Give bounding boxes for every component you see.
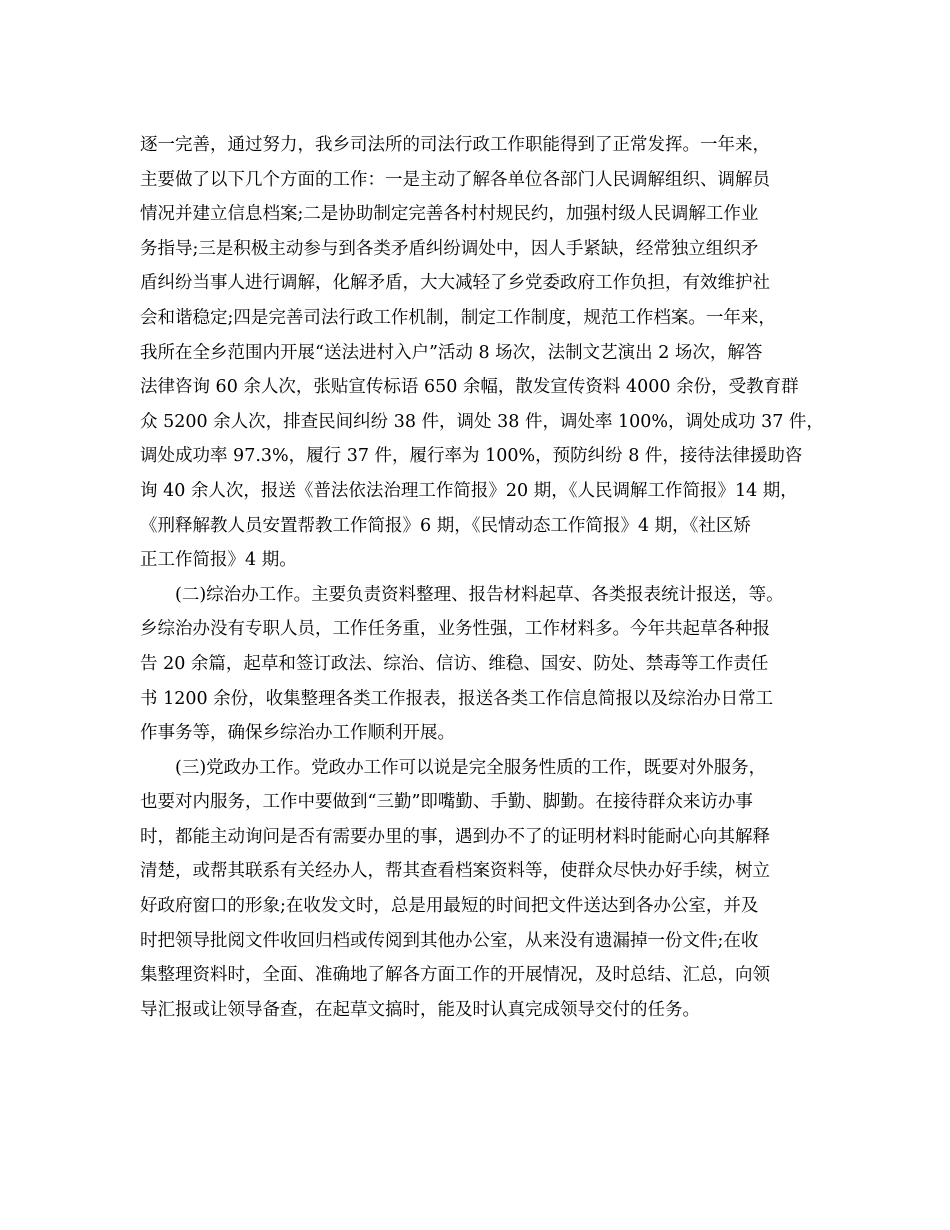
text-line: 乡综治办没有专职人员，工作任务重，业务性强，工作材料多。今年共起草各种报 <box>140 619 770 640</box>
paragraph-first-line: (二)综治办工作。主要负责资料整理、报告材料起草、各类报表统计报送，等。 <box>175 584 784 605</box>
text-line: 集整理资料时，全面、准确地了解各方面工作的开展情况，及时总结、汇总，向领 <box>140 965 770 986</box>
text-line: 《刑释解教人员安置帮教工作简报》6 期，《民情动态工作简报》4 期，《社区矫 <box>140 515 751 536</box>
text-line: 询 40 余人次，报送《普法依法治理工作简报》20 期，《人民调解工作简报》14 期， <box>140 480 798 501</box>
text-line: 告 20 余篇，起草和签订政法、综治、信访、维稳、国安、防处、禁毒等工作责任 <box>140 653 769 674</box>
text-line: 我所在全乡范围内开展“送法进村入户”活动 8 场次，法制文艺演出 2 场次，解答 <box>140 342 763 363</box>
text-line: 调处成功率 97.3%，履行 37 件，履行率为 100%，预防纠纷 8 件，接待法律援助咨 <box>140 446 803 467</box>
text-line: 时，都能主动询问是否有需要办里的事，遇到办不了的证明材料时能耐心向其解释 <box>140 826 770 847</box>
text-line: 时把领导批阅文件收回归档或传阅到其他办公室，从来没有遗漏掉一份文件;在收 <box>140 930 759 951</box>
text-line: 清楚，或帮其联系有关经办人，帮其查看档案资料等，使群众尽快办好手续，树立 <box>140 861 770 882</box>
text-line: 主要做了以下几个方面的工作：一是主动了解各单位各部门人民调解组织、调解员 <box>140 169 770 190</box>
text-line: 作事务等，确保乡综治办工作顺利开展。 <box>140 723 455 744</box>
text-line: 逐一完善，通过努力，我乡司法所的司法行政工作职能得到了正常发挥。一年来， <box>140 135 770 155</box>
text-line: 导汇报或让领导备查，在起草文搞时，能及时认真完成领导交付的任务。 <box>140 999 700 1020</box>
text-line: 也要对内服务，工作中要做到“三勤”即嘴勤、手勤、脚勤。在接待群众来访办事 <box>140 792 753 813</box>
text-line: 务指导;三是积极主动参与到各类矛盾纠纷调处中，因人手紧缺，经常独立组织矛 <box>140 238 759 259</box>
text-line: 众 5200 余人次，排查民间纠纷 38 件，调处 38 件，调处率 100%，调处成功 37 件， <box>140 411 824 432</box>
text-line: 会和谐稳定;四是完善司法行政工作机制，制定工作制度，规范工作档案。一年来， <box>140 307 776 328</box>
text-line: 盾纠纷当事人进行调解，化解矛盾，大大减轻了乡党委政府工作负担，有效维护社 <box>140 273 770 294</box>
text-line: 法律咨询 60 余人次，张贴宣传标语 650 余幅，散发宣传资料 4000 余份，受教育群 <box>140 377 799 398</box>
paragraph-first-line: (三)党政办工作。党政办工作可以说是完全服务性质的工作，既要对外服务， <box>175 757 767 778</box>
text-line: 情况并建立信息档案;二是协助制定完善各村村规民约，加强村级人民调解工作业 <box>140 204 759 225</box>
document-body <box>140 128 830 1027</box>
text-line: 书 1200 余份，收集整理各类工作报表，报送各类工作信息简报以及综治办日常工 <box>140 688 774 709</box>
text-line: 好政府窗口的形象;在收发文时，总是用最短的时间把文件送达到各办公室，并及 <box>140 896 759 917</box>
text-line: 正工作简报》4 期。 <box>140 550 297 571</box>
